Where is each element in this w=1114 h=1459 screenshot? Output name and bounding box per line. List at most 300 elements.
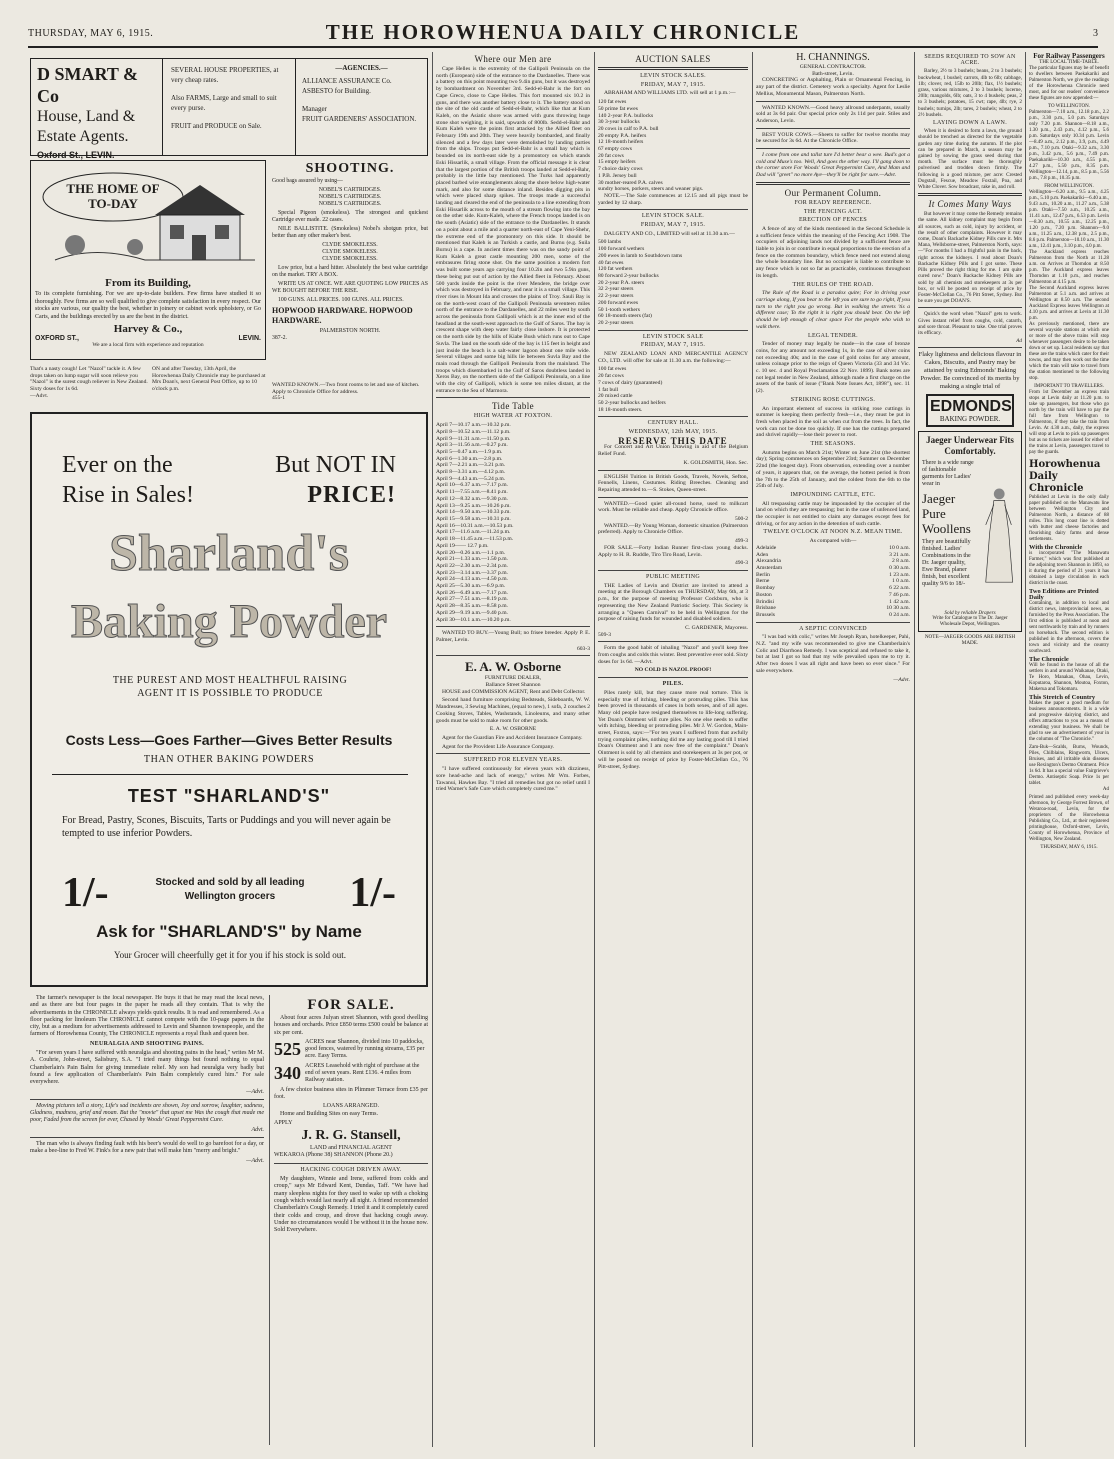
cure-verse: I come from one and tallst ture I'd better bear a wee. Bud's got a cold and Muse's too. Well, And goes the other way. I'll gang doon to the corner store For Woods' Great Peppermint Cure, And Mam and Dad will "greet" no more Aye—they'll be right for sure.—Advt. <box>756 152 910 179</box>
harvey-street: OXFORD ST., <box>35 335 79 342</box>
from-wellington-text: Wellington—6.20 a.m., 9.5 a.m., 4.25 p.m., 5.10 p.m. Paekakariki—6.40 a.m., 9.43 a.m., 10.20 a.m., 11.27 a.m., 5.38 p.m. Otaki—7.50 a.m., 10.25 a.m., 11.41 a.m., 12.47 p.m., 6.53 p.m. Levin—8.30 a.m., 10.55 a.m., 12.25 p.m., 1.20 p.m., 7.20 p.m. Shannon—9.0 a.m., 11.25 a.m., 12.38 p.m., 2.5 p.m., 8.6 p.m. Palmerston—10.10 a.m., 11.30 a.m., 12.41 p.m., 3.10 p.m., 4.0 p.m. <box>1029 190 1109 249</box>
nazol-2-adv: Ad <box>1016 338 1022 345</box>
best-cows: BEST YOUR COWS.—Sheets to suffer for twelve months may be secured for 3s 6d. At the Chronicle Office. <box>756 131 910 145</box>
sharland-test: TEST "SHARLAND'S" <box>127 786 331 806</box>
stock-item: 12 18-month heifers <box>598 139 644 146</box>
wanted-buy-code: 603-3 <box>576 645 590 652</box>
septic-title: A SEPTIC CONVINCED <box>799 625 867 632</box>
smart-name: D SMART & Co <box>37 64 139 106</box>
column-rule <box>1025 52 1026 1447</box>
impounding-text: All trespassing cattle may be impounded by the occupier of the land on which they are trespassing; but in the case of unfenced land, the occupier is not entitled to claim any damages except fees for driving, or for any action in the detention of such cattle. <box>756 500 910 527</box>
edmonds-brand: EDMONDS <box>930 398 1012 416</box>
column-rule <box>432 52 433 1447</box>
noon-city: Adelaide <box>756 544 777 551</box>
issue-date: THURSDAY, MAY 6, 1915. <box>28 28 154 39</box>
footer-date: THURSDAY, MAY 6, 1915. <box>1040 845 1098 850</box>
edmonds-intro: Flaky lightness and delicious flavour in Cakes, Biscuits, and Pastry may be attained by using Edmonds' Baking Powder. Be convinced of its merits by making a single trial of <box>918 351 1022 391</box>
sharland-brand2: Baking Powder <box>70 595 388 648</box>
forsale-ducks: FOR SALE.—Forty Indian Runner first-class young ducks. Apply to H. R. Ruddle, Tiro Tiro Road, Levin. <box>598 544 748 558</box>
stock-item: 30 3-year bullocks <box>598 119 640 126</box>
nazol-text-2: Form the good habit of inhaling "Nazol" and you'll keep free from coughs and colds this winter. Best preventive ever sold. Sixty doses for 1s 6d. —Advt. <box>598 645 748 665</box>
stock-item: 1 P.B. Jersey bull <box>598 172 637 179</box>
levin-date: FRIDAY, MAY 7, 1915. <box>640 81 706 88</box>
tide-row: April 21—1.33 a.m.—1.50 p.m. <box>436 556 508 563</box>
noon-time: 1 42 a.m. <box>889 598 910 605</box>
nobel-1: NOBEL'S CARTRIDGES. <box>318 187 382 193</box>
clyde-1: CLYDE SMOKELESS. <box>322 242 378 248</box>
chronicle-title-3: Chronicle <box>1029 483 1084 494</box>
noon-time: 0 30 a.m. <box>889 565 910 571</box>
gardener-code: 509-3 <box>598 631 612 638</box>
septic-adv: —Advt. <box>893 676 910 683</box>
channings-title: H. CHANNINGS. <box>796 52 870 63</box>
movie-adv: Advt. <box>251 1126 264 1133</box>
nz-title: LEVIN STOCK SALE <box>642 333 704 340</box>
stock-item: 22 2-year steers <box>598 293 634 300</box>
noon-time: 7 46 p.m. <box>888 591 910 598</box>
tide-row: April 12—8.32 a.m.—9.30 p.m. <box>436 495 508 502</box>
sharland-brand1: Sharland's <box>109 525 349 582</box>
seasons-title: THE SEASONS. <box>810 441 856 448</box>
stock-item: 20 fat cows <box>598 152 624 159</box>
stansell-phones: WEKAROA (Phone 38) SHANNON (Phone 20.) <box>274 1152 393 1159</box>
noon-row <box>756 599 910 606</box>
century-for: For Concert and Art Union Drawing in aid of the Belgium Relief Fund. <box>598 444 748 458</box>
column-3 <box>436 52 590 1447</box>
tide-row: April 5—0.47 a.m.—1.9 p.m. <box>436 448 503 455</box>
goldsmith: K. GOLDSMITH, Hon. Sec. <box>683 459 748 466</box>
osborne-sub: FURNITURE DEALER, <box>484 675 542 682</box>
harvey-footer: We are a local firm with experience and reputation <box>92 342 204 348</box>
smart-agency-3: Manager <box>302 105 327 113</box>
tide-row: April 6—1.30 a.m.—2.8 p.m. <box>436 455 503 462</box>
chronicle-2-text: Will be found in the house of all the settlers in and around Waikanae, Otaki, Te Horo, Manakau, Ohau, Levin, Koputaroa, Shannon, Moutoa, Foxton, Makerua and Tokomaru. <box>1029 663 1109 692</box>
harvey-text: To its complete furnishing. For we are up-to-date builders. Few firms have studied it so thoroughly. Few firms are so well qualified to give complete satisfaction in every respect. Our stocks are various, our quality the best, whether in joinery or cabinet work upholstery, or Go Carts, and the buildings erected by us are the best in the district. <box>35 291 261 320</box>
smart-agency-2: ASBESTO for Building. <box>302 87 371 95</box>
neuralgia-text: "For seven years I have suffered with neuralgia and shooting pains in the head," writes Mr M. A. Couhrie, John-street, Salisbury, S.A. "I tried many things but found nothing to equal Chamberlain's Pain Balm for giving immediate relief. My son had neuralgia very badly but found a few application of Chamberlain's Pain Balm completely cured him." For sale everywhere. <box>30 1050 264 1086</box>
noon-sub: As compared with— <box>809 538 857 545</box>
gardener: C. GARDENER, Mayoress. <box>685 624 748 631</box>
century-title: CENTURY HALL. <box>647 420 699 427</box>
sharland-top-right: But NOT IN <box>275 452 396 478</box>
loans-text: LOANS ARRANGED. <box>322 1103 379 1110</box>
tide-row: April 15—9.58 a.m.—10.31 p.m. <box>436 516 511 522</box>
stock-item: 100 forward wethers <box>598 246 645 253</box>
jaeger-note: NOTE—JAEGER GOODS ARE BRITISH MADE. <box>924 634 1016 647</box>
tide-row: April 17—11.6 a.m.—11.24 p.m. <box>436 529 511 536</box>
english-text: ENGLISH Tuition in British Goods, Travels, Novels, Sefton, Fennells, Linens, Costumes. Riding Breeches. Cleaning and Repairing attended to.—S. Stokes, Queen-street. <box>598 473 748 493</box>
wanted-known-rooms <box>272 382 428 402</box>
century-date: WEDNESDAY, 12th MAY, 1915. <box>628 429 718 436</box>
tide-row: April 23—3.14 a.m.—3.37 p.m. <box>436 569 508 576</box>
nz-date: FRIDAY, MAY 7, 1915. <box>640 342 706 349</box>
edmonds-logo <box>926 394 1014 426</box>
tide-sub: HIGH WATER AT FOXTON. <box>473 413 553 420</box>
neuralgia-adv: —Advt. <box>246 1088 264 1095</box>
second-auckland: The Second Auckland express leaves Palmerston at 5.1 a.m. and arrives at Wellington at 8.50 a.m. The second Auckland Express leaves Wellington at 4.10 p.m. and arrives at Levin at 11.30 p.m. <box>1029 286 1109 321</box>
public-text: THE Ladies of Levin and District are invited to attend a meeting at the Borough Chambers on THURSDAY, May 6th, at 3 p.m., for the purpose of meeting Professor Cockburn, who is representing the New Zealand Patriotic Society. This Society is arranging a "Queen Carnival" to be held in Wellington for the purpose of raising funds for wounded and disabled soldiers. <box>598 582 748 623</box>
sale-note: NOTE.—The Sale commences at 12.15 and all pigs must be yarded by 12 sharp. <box>598 192 748 206</box>
sharland-purest: THE PUREST AND MOST HEALTHFUL RAISING AGENT IT IS POSSIBLE TO PRODUCE <box>112 675 348 699</box>
wanted-young-code: 499-3 <box>734 538 748 545</box>
acres-340-number: 340 <box>274 1062 301 1083</box>
column-4 <box>598 52 748 1447</box>
acres-525-number: 525 <box>274 1038 301 1059</box>
piles-title: PILES. <box>662 681 684 688</box>
suffered-text: "I have suffered continuously for eleven years with dizziness, sore head-ache and lack of energy," writes Mr Wm. Forbes, Tawanui, Hawkes Bay. "I tried all remedies but got no relief until I tried Warner's Safe Cure which completely cured me." <box>436 766 590 793</box>
tide-row: April 25—5.30 a.m.—6.9 p.m. <box>436 583 506 590</box>
many-text: But however it may come the Remedy remains the same. All kidney complaint may begin from all sources, such as cold, injury by accident, or the result of other complaints. However it may come, Doan's Backache Kidney Pills cure it. Mrs Mana, Wellsborne-street, Palmerston North, says:—"For months I had a frightful pain in the back, right across the kidneys. I read about Doan's Backache Kidney Pills and I got some. These Pills proved the right thing for me. I am quite cured now." Doan's Backache Kidney Pills are sold by all chemists and storekeepers at 3s per box, or will be posted on receipt of price by Foster-McClellan Co., 76 Pitt Street, Sydney. But be sure you get DOAN'S. <box>918 211 1022 305</box>
tide-row: April 29—9.19 a.m.—9.40 p.m. <box>436 609 508 616</box>
column-2-lower <box>274 995 428 1447</box>
tide-row: April 9—4.43 a.m.—5.24 p.m. <box>436 475 506 482</box>
shooting-hopwood: HOPWOOD HARDWARE. HOPWOOD HARDWARE. <box>272 306 413 325</box>
wanted-horse-code: 500-2 <box>734 516 748 523</box>
smart-mid-1: SEVERAL HOUSE PROPERTIES, at very cheap rates. <box>171 66 279 84</box>
noon-city: Bombay <box>756 585 775 592</box>
road-title: THE RULES OF THE ROAD. <box>792 281 874 288</box>
stock-item: 20 empty P.A. heifers <box>598 132 647 139</box>
shooting-write: WRITE US AT ONCE. WE ARE QUOTING LOW PRICES AS WE BOUGHT BEFORE THE RISE. <box>272 281 428 294</box>
masthead <box>28 18 1098 48</box>
rail-sub: THE LOCAL TIME-TABLE. <box>1039 60 1099 65</box>
permanent-column-title: Our Permanent Column. <box>784 187 882 198</box>
osborne-agent2: Agent for the Provident Life Assurance Company. <box>442 743 555 750</box>
many-title: It Comes Many Ways <box>928 199 1012 210</box>
forsale-title: FOR SALE. <box>307 997 395 1013</box>
wanted-known-pants: WANTED KNOWN.—Good heavy allround underpants, usually sold at 3s 6d pair. Our special price only 2s 11d per pair. Stiles and Anderson, Levin. <box>756 104 910 124</box>
shooting-special: Special Pigeon (smokeless). The strongest and quickest Cartridge ever made. 22 cases. <box>272 210 428 223</box>
tide-row: April 14—9.50 a.m.—10.33 p.m. <box>436 509 511 516</box>
levin2-date: FRIDAY, MAY 7, 1915. <box>640 222 706 229</box>
concreting: CONCRETING or Asphalting, Plain or Ornamental Fencing, in any part of the district. Cemetery work a specialty. Agent for Leslie Mellius, Monumental Mason, Palmerston North. <box>756 77 910 97</box>
chronicle-text: Published at Levin in the only daily paper published on the Manawatu line between Wellington City and Palmerston North, a distance of 88 miles. This long coast line is dotted with butter and cheese factories and flourishing dairy farms and dense settlements. <box>1029 495 1109 542</box>
cough-text: My daughters, Winnie and Irene, suffered from colds and croup," says Mr Edward Kent, Dundas, Taff. "We have had many sleepless nights for they used to wake up with a choking cough which would last nearly all night. A friend recommended Chamberlain's Cough Remedy. I tried it and it completely cured their colds and croup, and drove that hacking cough away. Under no circumstances would I be without it in the house now. Sold Everywhere. <box>274 1176 428 1234</box>
noon-city: Brisbane <box>756 605 776 612</box>
stock-list-2 <box>598 239 748 326</box>
fault-text: The man who is always finding fault with his beer's would do well to go barefoot for a day, or make a bee-line to Fred W. Fink's for a new pair that will make him "merry and bright." <box>30 1141 264 1155</box>
suffered-title: SUFFERED FOR ELEVEN YEARS. <box>463 757 563 764</box>
to-wellington-text: Palmerston—7.10 a.m., 12.18 p.m., 2.2 p.m., 3.30 p.m., 5.0 p.m. Saturdays only 7.20 p.m. Shannon—8.18 a.m., 1.30 p.m., 2.43 p.m., 4.12 p.m., 5.6 p.m. Saturdays only 10.34 p.m. Levin—8.49 a.m., 2.12 p.m., 3.9, p.m., 4.49 p.m., 7.10 p.m. Otaki—9.32 a.m., 3.30 p.m., 3.42 p.m., 5.6 p.m., 7.49 p.m. Paekakariki—10.30 a.m., 4.55 p.m., 4.27 p.m., 5.50 p.m., 8.35 p.m. Wellington—12.14, p.m., 8.5 p.m., 5.56 p.m., 7.8 p.m., 10.35 p.m. <box>1029 110 1109 181</box>
office-text: ON and after Tuesday, 13th April, the Horowhenua Daily Chronicle may be purchased at Mrs Doan's, next General Post Office, up to 10 o'clock p.m. <box>152 366 266 393</box>
office-notice <box>152 366 266 393</box>
stansell-agent: LAND and FINANCIAL AGENT <box>310 1145 392 1152</box>
printed-text: Printed and published every week-day afternoon, by George Forrest Brown, of Weraroa-road, Levin, for the proprietors of the Horowhenua Publishing Co., Ltd., at their registered printinghouse, Oxford-street, Levin, County of Horowhenua, Province of Wellington, New Zealand. <box>1029 795 1109 842</box>
lawn-title: LAYING DOWN A LAWN. <box>933 120 1007 127</box>
tide-row: April 7—2.21 a.m.—3.21 p.m. <box>436 462 506 469</box>
tide-row: April 19—— 12.7 p.m. <box>436 542 489 549</box>
shooting-guns: 100 GUNS. ALL PRICES. 100 GUNS. ALL PRICES. <box>278 297 404 303</box>
noon-city: Aden <box>756 551 769 558</box>
harvey-ad <box>30 160 266 360</box>
sharland-stocked: Stocked and sold by all leading Wellington grocers <box>155 877 305 902</box>
smart-address: Oxford St., LEVIN. <box>37 150 115 160</box>
stock-item: sundry horses, porkers, steers and weaner pigs. <box>598 186 704 193</box>
column-5 <box>756 52 910 1447</box>
from-wellington: FROM WELLINGTON. <box>1044 184 1094 189</box>
levin2-title: LEVIN STOCK SALE. <box>641 213 705 220</box>
stock-item: 40 fat ewes <box>598 259 624 266</box>
dalgety-text: DALGETY AND CO., LIMITED will sell at 11.30 a.m.— <box>604 230 735 237</box>
jaeger-text: They are beautifully finished. Ladies' Combinations in the Dr. Jaeger quality, Ewe Brand, planer finish, but excellent quality 9/6 to 18/- <box>922 538 971 587</box>
page-number: 3 <box>1093 28 1098 39</box>
tide-row: April 9—11.31 a.m.—11.50 p.m. <box>436 435 511 442</box>
stock-item: 7 cows of dairy (guaranteed) <box>598 379 663 386</box>
noon-row <box>756 585 910 592</box>
to-wellington: TO WELLINGTON. <box>1048 104 1090 109</box>
striking-title: STRIKING ROSE CUTTINGS. <box>790 396 876 403</box>
wanted-buy: WANTED TO BUY.—Young Bull; no frisee breeder. Apply P. E. Palmer, Levin. <box>436 630 590 643</box>
wanted-rooms-code: 455-1 <box>272 395 286 402</box>
newspaper-title: THE HOROWHENUA DAILY CHRONICLE <box>325 20 801 44</box>
nazol-headline: NO COLD IS NAZOL PROOF! <box>634 667 712 674</box>
tide-row: April 30—10.1 a.m.—10.20 p.m. <box>436 616 511 623</box>
osborne-addr: Ballance Street Shannon <box>485 682 541 689</box>
lawn-text: When it is desired to form a lawn, the ground should be trenched as directed for the vegetable garden any time during the autumn. If the plot can be prepared in March, a season may be gained by sowing the grass seed during that month. The surface must be thoroughly pulverised and trodden down firmly. The following is a good mixture, per acre: Crested Dogstail, Fescue, Meadow Foxtail, Poa, and White Clover. Sow broadcast, rake in, and roll. <box>918 128 1022 191</box>
stock-item: 100 fat ewes <box>598 366 627 373</box>
nazol-2-text: Quick's the word when "Nazol" gets to work. Gives instant relief from coughs, cold, catarrh, and sore throat. Pleasant to take. One trial proves its efficacy. <box>918 311 1022 336</box>
noon-row <box>756 565 910 572</box>
stock-list-1 <box>598 99 748 193</box>
stock-item: 60 18-month steers (fat) <box>598 313 652 320</box>
travellers-title: IMPORTANT TO TRAVELLERS. <box>1034 384 1104 389</box>
noon-time: 3 21 a.m. <box>889 551 910 558</box>
stock-list-3 <box>598 366 748 413</box>
nobel-2: NOBEL'S CARTRIDGES. <box>318 194 382 200</box>
harvey-town: LEVIN. <box>238 335 261 342</box>
noon-city: Brussels <box>756 611 775 618</box>
men-text: Cape Helles is the extremity of the Gallipoli Peninsula on the north (European) side of the entrance to the Dardanelles. There was a battery on this point mounting two 9.4in guns, but it was destroyed by bombardment on November 3rd. Sedd-el-Bahr is the fort on Cape Greco, close to Cape Helles. This fort mounted six 10.2 in guns, and there was another battery close to it. The battery stood on the site of the old castle of Sedd-el-Bahr, which like that at Kum Kaleh, on the Asiatic shore was armed with guns throwing huge stone shot weighing, it is said, upwards of 800lb. Sedd-el-Bahr and Kum Kaleh were the points first attacked by the Allied fleet on February 19th and 20th. They were heavily bombarded, and finally silenced and a few days later were demolished by landing parties from the ships. Troops put Sedd-el-Bahr is a small bay which is bounded on its north-east side by a promontory on which stands Eski Hissarlik, a small village. From the official message it is clear that the largest portion of the British troops landed at Sedd-el-Bahr, probably in the little bay mentioned. The Turks had apparently placed barbed wire entanglements along the shore below high-water mark, and also for some distance inland. Besides digging pits in which were placed sharp spikes. The troops made a successful landing and cleared the end of the peninsula to a line extending from Eski Hissarlik across to the mouth of a stream flowing into the bay on the other side. Kum-Kaleh, where the French troops landed is on the south (Asiatic) side of the entrance to the Dardanelles. It stands on a point about a mile and a quarter north-east of Cape Yeni-Shehr, the extreme end of the promontory on this side. It should be mentioned that Kaleh is an Turkish a castle, and Burnu (e.g. Suila Burnu) is a cape. In ancient times there was on the sandy point of Kum Kaleh a great castle mounting 200 men, some of the embrasures firing stone shot. On the same position a modern fort was built some years ago carrying four 10.2in and two 5.9in guns, these being put out of action by the Allied fleet in February. About 500 yards inside the point is the river Mendere, the bridge over which was destroyed in February, and near it is a small village. This river rises in Mount Ida and crosses the plains of Troy. Sauli Bay is on the north-west coast of the Gallipoli Peninsula seventeen miles north of the entrance to the Dardanelles, and 22 miles west by south across the peninsula from Gallipoli which is at the inner end of the headland at the south-west approach to the Gulf of Saros. The bay is crescent shape with deep water fairly close inshore. It is protected on the north side by the hills of Kiabe Bush which runs out to Cape Suvla. The land on the south side of the bay is 115 feet in height and just inside the beach is a salt-water lagoon about one mile wide. Several villages and some big hills lie between Suvla Bay and the main road through the Gallipoli Peninsula from the mainland. The troops which disembarked in the Gulf of Saros doubtless landed in Xeros Bay, on the northern side of the Gallipoli Peninsula, on a line with the city of Gallipoli, which is some ten miles distant, at the entrance to the Sea of Marmora. <box>436 66 590 394</box>
noon-row <box>756 592 910 599</box>
jaeger-brand: Jaeger Pure Woollens <box>922 490 971 536</box>
road-text: The Rule of the Road is a paradox quite; For in driving your carriage along, If you bear to the left you are sure to go right, If you turn to the right you go wrong. But in walking the streets 'tis a different case; To the right it is right you should bear. On the left should be left enough of clear space For the people who wish to walk there. <box>756 290 910 330</box>
noon-time: 10 0 a.m. <box>889 544 910 551</box>
harvey-tag: From its Building, <box>105 277 191 289</box>
stock-item: 67 empty cows <box>598 146 632 153</box>
home-sites: Home and Building Sites on easy Terms. <box>280 1110 378 1117</box>
noon-time: 1 0 a.m. <box>891 578 910 585</box>
stock-item: 500 lambs <box>598 239 622 246</box>
nobel-3: NOBEL'S CARTRIDGES. <box>318 201 382 207</box>
woman-figure-icon <box>979 460 1018 610</box>
sharland-price-left: 1/- <box>62 870 109 916</box>
nazol-adv: —Advt. <box>30 392 49 399</box>
column-6 <box>918 52 1022 1447</box>
noon-table <box>756 545 910 619</box>
harvey-firm: Harvey & Co., <box>113 323 183 335</box>
sharland-top-left2: Rise in Sales! <box>62 482 194 508</box>
smart-agencies-title: —AGENCIES.— <box>335 64 388 72</box>
with-text: is incorporated "The Manawatu Farmer," which was first published at the adjoining town Shannon in 1893, so it during the period of 21 years it has obtained a large circulation in each district in the coast. <box>1029 551 1109 586</box>
channings-sub: GENERAL CONTRACTOR. <box>799 64 867 70</box>
osborne-house: HOUSE and COMMISSION AGENT, Rent and Debt Collector. <box>442 688 586 695</box>
piles-text: Piles rarely kill, but they cause more real torture. This is especially true of itching, bleeding or protruding piles. This has been proved in thousands of cases in both sexes, and of all ages. Many old people have resigned themselves to life-long suffering. Yet Doan's Ointment will cure piles. No one else needs to suffer with itching, bleeding or protruding piles. Mr J. W. Gordon, Main-street, Foxton, says:—"For ten years I suffered from that awfully trying complaint piles, nothing did me any lasting good till I tried Doan's Ointment and I am now free of the complaint." Doan's Ointment is sold by all chemists and storekeepers at 3s per pot, or will be posted on receipt of price by Foster-McClellan Co., 76 Pitt-street, Sydney. <box>598 689 748 770</box>
sharland-than: THAN OTHER BAKING POWDERS <box>143 754 315 765</box>
tide-title: Tide Table <box>491 401 535 412</box>
sharland-ask: Ask for "SHARLAND'S" by Name <box>96 922 362 941</box>
smart-agency-4: FRUIT GARDENERS' ASSOCIATION. <box>302 115 417 123</box>
forsale-ducks-code: 490-3 <box>734 560 748 567</box>
two-editions-text: Containing, in addition to local and district news, interprovincial news, as furnished by the Press Association. The first edition is published at noon and sent northwards by train and by runners on horseback. The second edition is published in the afternoon, covers the town and vicinity and the country southward. <box>1029 601 1109 654</box>
tide-row: April 16—10.31 a.m.—10.53 p.m. <box>436 522 514 529</box>
stock-item: 20 cows in calf to P.A. bull <box>598 125 659 132</box>
stock-item: 18 18-month steers. <box>598 406 643 413</box>
sharland-for: For Bread, Pastry, Scones, Biscuits, Tarts or Puddings and you will never again be tempted to use inferior Powders. <box>62 815 391 839</box>
neuralgia-title: NEURALGIA AND SHOOTING PAINS. <box>90 1040 204 1047</box>
stock-item: 50 1-tooth wethers <box>598 306 640 313</box>
tide-row: April 20—0.26 a.m.—1.1 p.m. <box>436 549 506 556</box>
shooting-code: 387-2. <box>272 335 287 341</box>
channings-addr: Bath-street, Levin. <box>812 70 854 77</box>
jaeger-write: Write for Catalogue to The Dr. Jaeger Wholesale Depot, Wellington. <box>932 615 1008 627</box>
smart-mid-2: Also FARMS, Large and small to suit every purse. <box>171 94 277 112</box>
noon-row <box>756 578 910 585</box>
tide-row: April 24—4.13 a.m.—4.50 p.m. <box>436 576 508 583</box>
stock-item: 80 forward 2-year bullocks <box>598 272 659 279</box>
tide-row: April 26—6.49 a.m.—7.17 p.m. <box>436 589 508 596</box>
chronicle-title-1: Horowhenua <box>1029 459 1101 470</box>
stock-item: 32 2-year steers <box>598 286 634 293</box>
noon-time: 10 30 a.m. <box>886 605 910 612</box>
stretch-text: Makes the paper a good medium for business announcements. It is a wide and progressive dairying district, and offers attractions to you as a means of extending your business. We shall be glad to see an advertisement of your in the columns of "The Chronicle." <box>1029 701 1109 742</box>
noon-row <box>756 552 910 559</box>
septic-text: "I was bad with colic," writes Mr Joseph Ryan, hotelkeeper, Pahi, N.Z. "and my wife was recommended to give me Chamberlain's Colic and Diarrhoea Remedy. I was sceptical and refused to take it, but at last I got so bad that my wife prevailed upon me to try it. After two doses I was all right and have been so ever since." For sale everywhere. <box>756 634 910 674</box>
shooting-nile: NILE BALLISTITE. (Smokeless) Nobel's shotgun price, but better than any other maker's best. <box>272 226 428 239</box>
erection-fences: ERECTION OF FENCES <box>798 217 868 224</box>
zambuk-text: Zam-Buk—Scalds, Burns, Wounds, Piles, Chilblains, Ringworm, Ulcers, Bruises, and all irritable skin diseases use Rexington's Dermo Ointment. Price 1s 6d. It has a special value Fairgrieve's Dermo. Antiseptic Soap. Price 1s per tablet. <box>1029 745 1109 786</box>
chronicle-2-title: The Chronicle <box>1029 656 1069 663</box>
noon-title: TWELVE O'CLOCK AT NOON N.Z. MEAN TIME. <box>763 529 903 536</box>
noon-row <box>756 572 910 579</box>
stock-item: 140 2-year P.A. bullocks <box>598 112 654 119</box>
wanted-horse: WANTED.—Good quiet all-round horse, used to milkcart work. Must be reliable and cheap. Apply Chronicle office. <box>598 500 748 514</box>
abraham-text: ABRAHAM AND WILLIAMS LTD. will sell at 1 p.m.:— <box>604 90 736 97</box>
smart-ad <box>30 58 428 160</box>
nazol-ad <box>30 366 148 400</box>
jaeger-sold: Sold by reliable Drapers <box>944 609 996 616</box>
shooting-intro: Good bags assured by using— <box>272 178 343 184</box>
smart-line1: House, Land & <box>37 108 136 125</box>
zambuk-adv: Ad <box>1102 787 1109 792</box>
reserve-date: RESERVE THIS DATE <box>618 435 728 446</box>
seeds-text: Barley, 2½ to 3 bushels; beans, 2 to 3 bushels; buckwheat, 1 bushel; carrots, 4lb to 6lb; cabbage, 1lb; clover, red, 15lb to 20lb; flax, 1½ bushels; grass, various mixtures, 2 to 3 bushels; lucerne, 20lb; mangolds, 6lb; oats, 3 to 4 bushels; peas, 2 to 3 bushels; potatoes, 15 cwt; rape, 4lb; rye, 2 bushels; turnips, 2lb; tares, 2 bushels; wheat, 2 to 2½ bushels. <box>918 68 1022 118</box>
noon-city: Berlin <box>756 571 770 578</box>
with-title: With the Chronicle <box>1029 544 1083 551</box>
noon-city: Boston <box>756 591 772 598</box>
edmonds-sub: BAKING POWDER. <box>939 415 1001 424</box>
stock-item: 20 fat cows <box>598 373 624 380</box>
public-title: PUBLIC MEETING <box>645 574 701 580</box>
rail-intro: The particular figures may be of benefit to dwellers between Paekakariki and Palmerston North, we give the readings of the Horowhenua Chronicle need most, and for our readers' convenience these figures are now appended:— <box>1029 66 1109 101</box>
stock-item: 20 mixed cattle <box>598 393 633 400</box>
chronicle-title-2: Daily <box>1029 471 1058 482</box>
auction-title: AUCTION SALES <box>635 54 711 64</box>
tide-row: April 11—7.55 a.m.—8.41 p.m. <box>436 489 508 496</box>
stock-item: 20 2-year steers <box>598 319 634 326</box>
noon-time: 2 8 a.m. <box>891 558 910 565</box>
stock-item: 200 forward ewes <box>598 299 639 306</box>
osborne-agent: Agent for the Guardian Fire and Accident Insurance Company. <box>442 734 583 741</box>
noon-city: Berne <box>756 578 770 585</box>
noon-time: 6 22 a.m. <box>889 585 910 592</box>
stretch-title: This Stretch of Country <box>1029 694 1096 701</box>
sites-text: A few choice business sites in Plimmer Terrace from £35 per foot. <box>274 1086 428 1100</box>
fencing-text: A fence of any of the kinds mentioned in the Second Schedule is a sufficient fence within the meaning of the Fencing Act 1908. The occupiers of adjoining lands not divided by a sufficient fence are liable to join in or contribute in equal proportions to the erection of a fence on the common boundary, which fence need not extend along the whole boundary line. But no occupier is liable to contribute to any fence which is not so far as practicable, continuous throughout its length. <box>756 225 910 279</box>
acres-340-text: ACRES Leasehold with right of purchase at the end of seven years. Rent £136. 4 miles from Railway station. <box>305 1062 420 1084</box>
striking-text: An important element of success in striking rose cuttings in summer is keeping them perfectly fresh—i.e., they must be put in fresh when placed in the soil as when cut from the trees. In fact, the work can not be done too quickly. If one has the cuttings prepared and shrivel rapidly—lose their power to root. <box>756 405 910 439</box>
stock-item: 20 2-year P.A. steers <box>598 279 645 286</box>
seeds-title: SEEDS REQUIRED TO SOW AN ACRE. <box>924 54 1016 67</box>
stock-item: 200 ewes in lamb to Southdown rams <box>598 252 683 259</box>
nz-text: NEW ZEALAND LOAN AND MERCANTILE AGENCY CO., LTD. will offer for sale at 11.30 a.m. the following:— <box>598 351 748 364</box>
levin-title: LEVIN STOCK SALES. <box>640 73 706 79</box>
noon-row <box>756 558 910 565</box>
noon-row <box>756 545 910 552</box>
tide-row: April 8—3.31 a.m.—4.12 p.m. <box>436 469 506 476</box>
noon-city: Alexandria <box>756 558 781 565</box>
sharland-top-right2: PRICE! <box>307 482 396 508</box>
apply-text: APPLY <box>274 1119 293 1126</box>
noon-time: 1 23 a.m. <box>889 571 910 578</box>
wayside-text: As previously mentioned, there are several wayside stations at which one or more of the above trains will stop whenever passengers desire to be taken down or set up. Local residents say that these are the trains which cater for their towns, and may then work out the time which the train will take to travel from the station mentioned to the following stop. <box>1029 322 1109 381</box>
column-1-lower <box>30 995 264 1447</box>
shooting-price: Low price, but a hard hitter. Absolutely the best value cartridge on the market. TRY A BOX. <box>272 265 428 278</box>
tide-row: April 8—10.52 a.m.—11.12 p.m. <box>436 428 511 435</box>
tide-row: April 27—7.51 a.m.—8.19 p.m. <box>436 596 508 603</box>
tide-row: April 13—9.25 a.m.—10.26 p.m. <box>436 502 511 509</box>
column-rule <box>914 52 915 1447</box>
smart-agency-1: ALLIANCE ASSURANCE Co. <box>302 77 392 85</box>
shooting-place: PALMERSTON NORTH. <box>319 328 381 334</box>
stansell-name: J. R. G. Stansell, <box>301 1128 401 1144</box>
two-editions-title: Two Editions are Printed Daily <box>1029 588 1099 601</box>
legal-title: LEGAL TENDER. <box>808 332 858 339</box>
shooting-title: SHOOTING. <box>305 161 395 176</box>
tide-row: April 28—8.35 a.m.—8.58 p.m. <box>436 603 508 610</box>
jaeger-ad <box>918 431 1022 633</box>
nazol-text: That's a nasty cough! Let "Nazol" tackle it. A few drops taken on lump sugar will soon relieve you "Nazol" is the surest cough reliever in New Zealand. Sixty doses for 1s 6d. <box>30 366 148 393</box>
rail-title: For Railway Passengers <box>1033 52 1105 60</box>
wanted-young: WANTED.—By Young Woman, domestic situation (Palmerston preferred). Apply to Chronicle Office. <box>598 522 748 536</box>
column-rule <box>594 52 595 1447</box>
men-title: Where our Men are <box>474 54 552 64</box>
tide-row: April 7—10.17 a.m.—10.32 p.m. <box>436 422 511 429</box>
stock-item: 50 2-year bullocks and heifers <box>598 399 666 406</box>
stock-item: 120 fat ewes <box>598 99 627 106</box>
sharland-top-left: Ever on the <box>62 452 173 478</box>
jaeger-top: Jaeger Underwear Fits Comfortably. <box>926 434 1014 456</box>
noon-city: Brindisi <box>756 598 775 605</box>
stock-item: 1 fat bull <box>598 386 619 393</box>
movie-poem: Moving pictures tell a story, Life's sad incidents are shown, Joy and sorrow, laughter, sadness, Gladness, madness, grief and moan. But the "movie" that upset me Was the cough that made me poor, Faded from the screen for ever, Chased by Woods' Great Peppermint Cure. <box>30 1102 264 1124</box>
cough-title: HACKING COUGH DRIVEN AWAY. <box>300 1166 402 1173</box>
column-7 <box>1029 52 1109 1447</box>
ready-reference: FOR READY REFERENCE. <box>794 199 872 206</box>
travellers-text: From 1st December an express train stops at Levin daily at 11.20 p.m. to take up passengers, but those who go north by the train will have to pay the full fare from Wellington to Palmerston, if they take the train from Levin. At 4.30 a.m., daily, the express will stop at Levin to pick up passengers but as no tickets are issued for either of the trains at Levin, passengers travel to pay the guards. <box>1029 390 1109 455</box>
smart-line2: Estate Agents. <box>37 128 129 145</box>
tide-row: April 10—6.37 a.m.—7.17 p.m. <box>436 482 508 489</box>
stock-item: 15 empty heifers <box>598 159 636 166</box>
seasons-text: Autumn begins on March 21st; Winter on June 21st (the shortest day); Spring commences on September 23rd; Summer on December 22nd (the longest day). From observation, extending over a number of years, it appears that, on the average, the hottest period is from the 7th to the 25th of January, and the coldest from the 6th to the 25th of July. <box>756 449 910 490</box>
stock-item: 30 mother-reared P.A. calves <box>598 179 663 186</box>
tide-list <box>436 422 590 623</box>
clyde-3: CLYDE SMOKELESS. <box>322 256 378 262</box>
clyde-2: CLYDE SMOKELESS. <box>322 249 378 255</box>
tide-row: April 3—11.56 a.m.—0.27 p.m. <box>436 442 508 449</box>
forsale-house: About four acres Julyan street Shannon, with good dwelling houses and orchards. Price £850 terms £500 could be balance at six per cent. <box>274 1015 428 1036</box>
acres-525-text: ACRES near Shannon, divided into 10 paddocks, good fences, watered by running streams, £35 per acre. Easy Terms. <box>305 1038 425 1060</box>
noon-row <box>756 612 910 619</box>
